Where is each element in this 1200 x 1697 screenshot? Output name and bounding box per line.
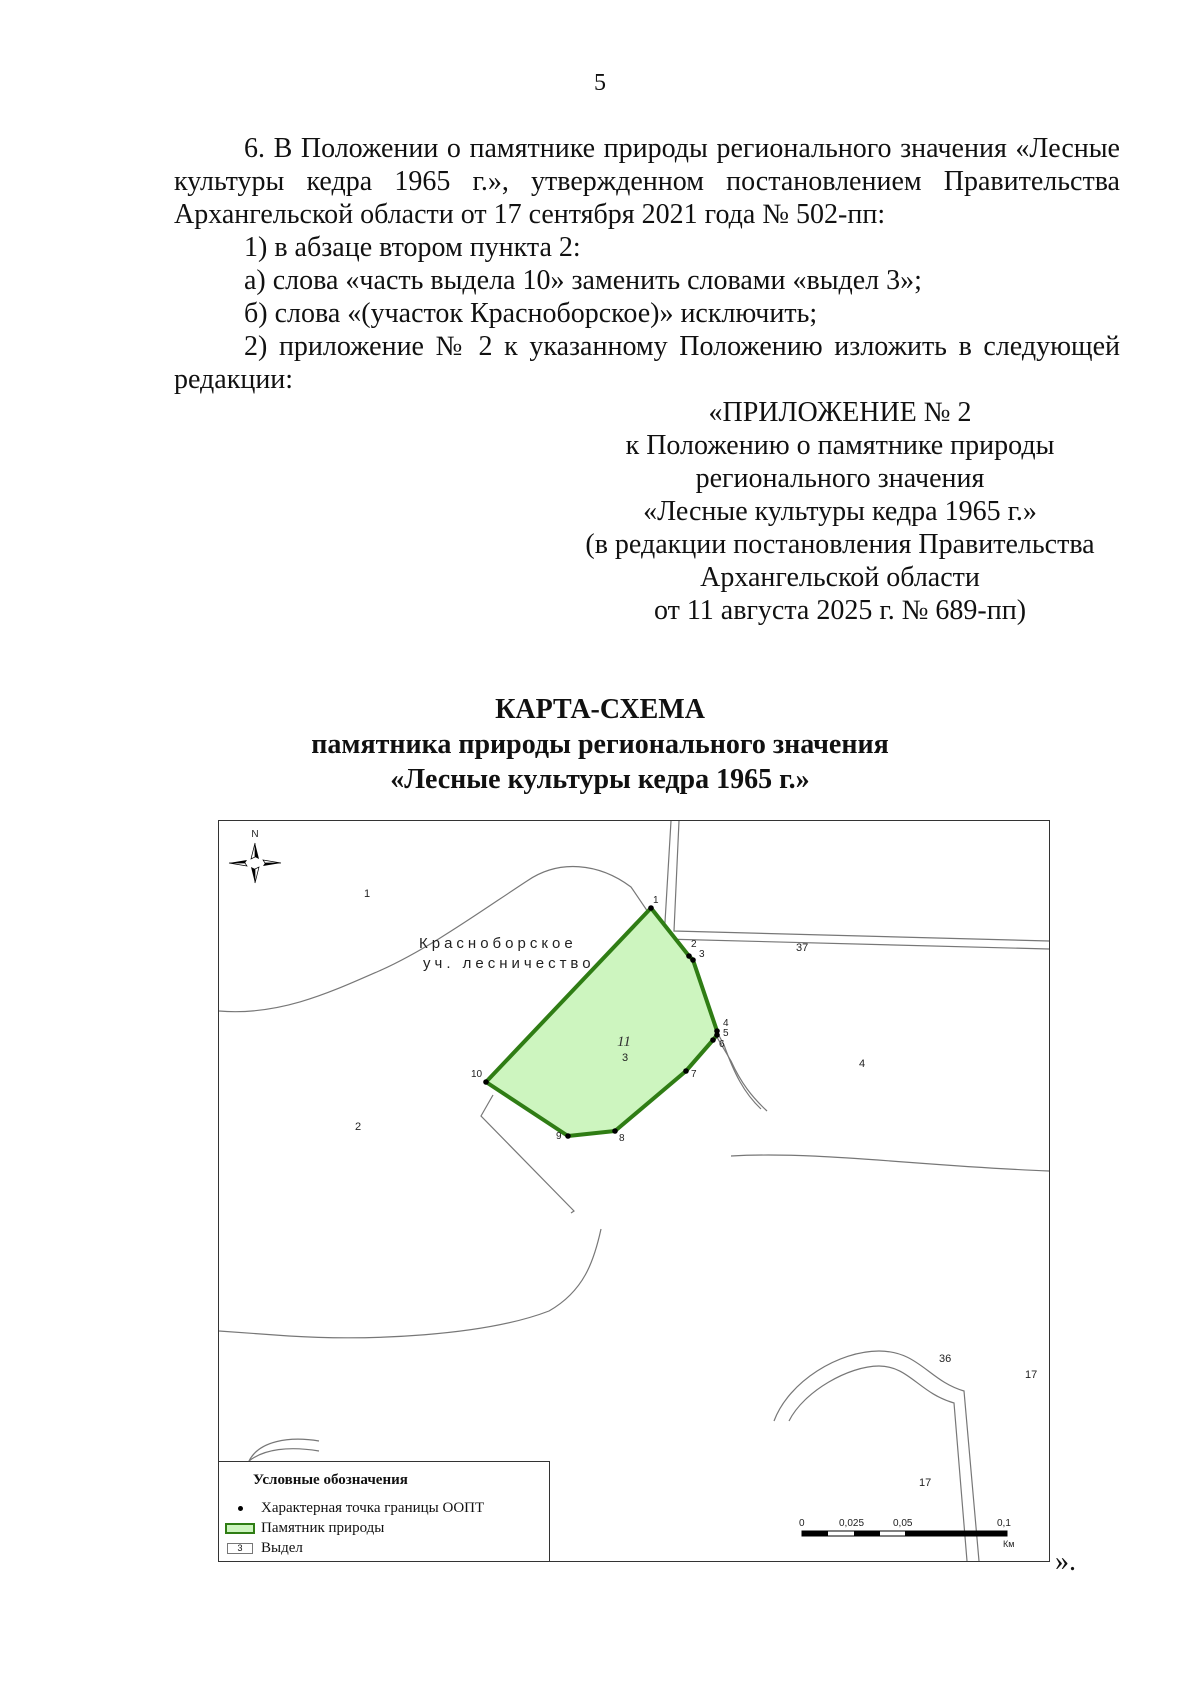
map-title-line: «Лесные культуры кедра 1965 г.»: [390, 764, 810, 795]
amendment-text: [174, 132, 1120, 396]
point-label: 4: [723, 1018, 729, 1029]
appendix-line: к Положению о памятнике природы: [625, 430, 1055, 461]
page-number: 5: [594, 70, 606, 96]
map-title-line: КАРТА-СХЕМА: [495, 694, 705, 725]
legend-vydel-row: [225, 1540, 303, 1557]
vydel-boundary: [731, 1155, 1049, 1171]
legend-monument-row: [225, 1520, 384, 1537]
point-label: 7: [691, 1069, 697, 1080]
kvartal-boundary: [664, 821, 1049, 949]
vydel-label: 3: [622, 1052, 629, 1064]
vydel-boundary: [219, 1229, 601, 1338]
vydel-label: 36: [939, 1353, 952, 1365]
map-title: [0, 692, 1200, 797]
vydel-label: 17: [919, 1477, 932, 1489]
boundary-point: [714, 1032, 720, 1038]
boundary-point: [648, 905, 654, 911]
amendment-line: культуры кедра 1965 г.», утвержденном постановлением Правительства: [174, 166, 1120, 197]
scale-bar-segment: [905, 1531, 1007, 1536]
vydel-boundary: [249, 1449, 319, 1461]
point-label: 3: [699, 949, 705, 960]
vydel-sample-label: 3: [227, 1543, 253, 1554]
forestry-name-line: Красноборское: [419, 935, 577, 952]
legend-title: Условные обозначения: [253, 1472, 408, 1488]
map-title-line: памятника природы регионального значения: [311, 729, 889, 760]
vydel-label: 17: [1025, 1369, 1038, 1381]
boundary-point: [690, 957, 696, 963]
scale-bar: [799, 1518, 1014, 1549]
legend-point-label: Характерная точка границы ООПТ: [261, 1500, 485, 1516]
amendment-line: 6. В Положении о памятнике природы регионального значения «Лесные: [244, 133, 1120, 164]
amendment-item: редакции:: [174, 364, 294, 395]
point-label: 5: [723, 1028, 729, 1039]
appendix-line: (в редакции постановления Правительства: [585, 529, 1095, 560]
map-legend: [219, 1461, 550, 1562]
vydel-label: 37: [796, 942, 809, 954]
north-arrow-icon: [229, 829, 281, 883]
amendment-item: а) слова «часть выдела 10» заменить словами «выдел 3»;: [244, 265, 922, 296]
appendix-header: [560, 396, 1120, 627]
vydel-label: 4: [859, 1058, 866, 1070]
legend-monument-label: Памятник природы: [261, 1520, 385, 1536]
boundary-point: [565, 1133, 571, 1139]
monument-swatch-icon: [225, 1523, 255, 1534]
point-label: 9: [556, 1131, 562, 1142]
amendment-item: 1) в абзаце втором пункта 2:: [244, 232, 581, 263]
map-scheme: [218, 820, 1050, 1562]
closing-quote: ».: [1055, 1546, 1076, 1577]
appendix-line: регионального значения: [695, 463, 985, 494]
scale-bar-segment: [854, 1531, 880, 1536]
amendment-line: Архангельской области от 17 сентября 2021 года № 502-пп:: [174, 199, 886, 230]
point-label: 1: [653, 895, 659, 906]
boundary-point: [683, 1068, 689, 1074]
scale-unit: Км: [1003, 1539, 1015, 1549]
kvartal-boundary: [674, 821, 1049, 941]
amendment-item: б) слова «(участок Красноборское)» исключить;: [244, 298, 818, 329]
vydel-boundary: [774, 1351, 979, 1561]
boundary-point: [483, 1079, 489, 1085]
legend-point-row: [225, 1500, 484, 1517]
map-canvas: [219, 821, 1049, 1561]
scale-tick-label: 0,025: [839, 1518, 865, 1529]
scale-tick-label: 0: [799, 1518, 805, 1529]
appendix-line: «Лесные культуры кедра 1965 г.»: [643, 496, 1037, 527]
point-label: 2: [691, 939, 697, 950]
boundary-point: [686, 953, 692, 959]
appendix-line: от 11 августа 2025 г. № 689-пп): [653, 595, 1027, 626]
kvartal-label: 11: [617, 1034, 631, 1050]
north-label: N: [251, 829, 259, 840]
point-label: 10: [471, 1069, 483, 1080]
scale-bar-segment: [802, 1531, 828, 1536]
vydel-label: 1: [364, 888, 371, 900]
forestry-label: [419, 935, 595, 972]
appendix-line: Архангельской области: [700, 562, 980, 593]
boundary-point: [710, 1037, 716, 1043]
scale-tick-label: 0,05: [893, 1518, 913, 1529]
point-label: 6: [719, 1039, 725, 1050]
vydel-swatch-icon: [225, 1543, 255, 1554]
vydel-label: 2: [355, 1121, 362, 1133]
amendment-item: 2) приложение № 2 к указанному Положению изложить в следующей: [244, 331, 1120, 362]
boundary-point: [612, 1128, 618, 1134]
legend-vydel-label: Выдел: [261, 1540, 303, 1556]
boundary-point-icon: [225, 1506, 255, 1511]
appendix-line: «ПРИЛОЖЕНИЕ № 2: [708, 397, 972, 428]
scale-tick-label: 0,1: [997, 1518, 1011, 1529]
forestry-name-line: уч. лесничество: [423, 955, 595, 972]
point-label: 8: [619, 1133, 625, 1144]
